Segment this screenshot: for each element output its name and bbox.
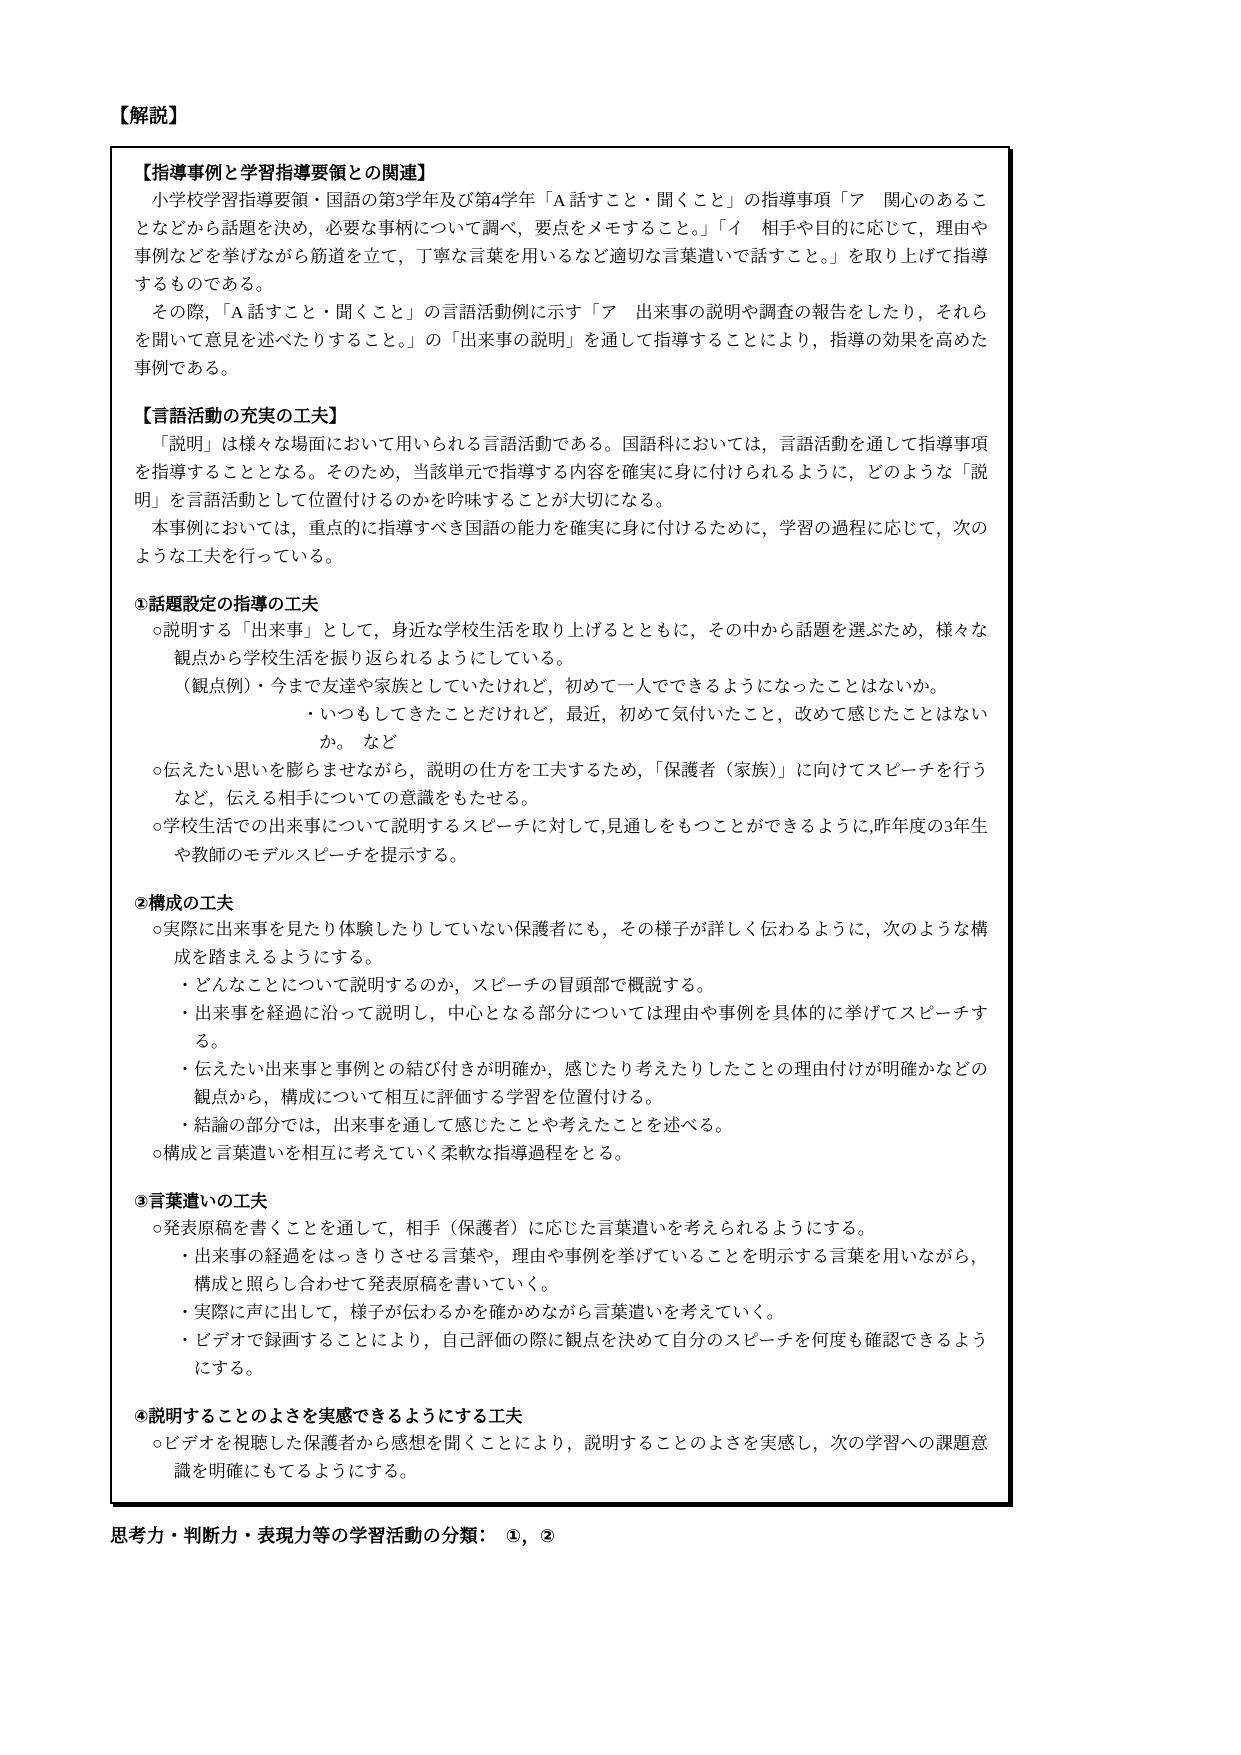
list-item: ○ビデオを視聴した保護者から感想を聞くことにより，説明することのよさを実感し，次の学習への課題意識を明確にもてるようにする。 <box>152 1433 988 1481</box>
paragraph-enrichment-1: 「説明」は様々な場面において用いられる言語活動である。国語科においては，言語活動を通して指導事項を指導することとなる。そのため，当該単元で指導する内容を確実に身に付けられるように，どのような「説明」を言語活動として位置付けるのかを吟味することが大切になる。 <box>134 434 988 510</box>
spacer <box>134 870 988 892</box>
spacer <box>134 383 988 405</box>
explanation-frame <box>110 146 1010 1504</box>
spacer <box>134 571 988 593</box>
list-item: ・ビデオで録画することにより，自己評価の際に観点を決めて自分のスピーチを何度も確認できるようにする。 <box>176 1331 988 1379</box>
spacer <box>134 1168 988 1190</box>
list-item: （観点例）・今まで友達や家族としていたけれど，初めて一人でできるようになったことはないか。 <box>173 677 948 697</box>
list-item: ○実際に出来事を見たり体験したりしていない保護者にも，その様子が詳しく伝わるように，次のような構成を踏まえるようにする。 <box>152 920 988 968</box>
footer-classification: 思考力・判断力・表現力等の学習活動の分類： ①，② <box>110 1525 556 1547</box>
list-item: ・出来事を経過に沿って説明し，中心となる部分については理由や事例を具体的に挙げてスピーチする。 <box>176 1004 988 1052</box>
list-item: ○学校生活での出来事について説明するスピーチに対して,見通しをもつことができるように,昨年度の3年生や教師のモデルスピーチを提示する。 <box>152 817 988 865</box>
paragraph-enrichment-2: 本事例においては，重点的に指導すべき国語の能力を確実に身に付けるために，学習の過程に応じて，次のような工夫を行っている。 <box>134 518 988 566</box>
list-item: ・どんなことについて説明するのか，スピーチの冒頭部で概説する。 <box>176 976 715 996</box>
section-heading-relation: 【指導事例と学習指導要領との関連】 <box>134 163 435 184</box>
list-item: ・結論の部分では，出来事を通して感じたことや考えたことを述べる。 <box>176 1116 733 1136</box>
paragraph-relation-1: 小学校学習指導要領・国語の第3学年及び第4学年「A 話すこと・聞くこと」の指導事項「ア 関心のあることなどから話題を決め，必要な事柄について調べ，要点をメモすること。」「イ 相手や目的に応じて，理由や事例などを挙げながら筋道を立て，丁寧な言葉を用いるなど適切な言葉遣いで話すこと。」を取り上げて指導するものである。 <box>134 191 988 295</box>
list-item: ・伝えたい出来事と事例との結び付きが明確か，感じたり考えたりしたことの理由付けが明確かなどの観点から，構成について相互に評価する学習を位置付ける。 <box>176 1060 988 1108</box>
spacer <box>134 1383 988 1405</box>
paragraph-relation-2: その際，「A 話すこと・聞くこと」の言語活動例に示す「ア 出来事の説明や調査の報告をしたり，それらを聞いて意見を述べたりすること。」の「出来事の説明」を通して指導することにより，指導の効果を高めた事例である。 <box>134 303 988 379</box>
section-heading-wording: ③言葉遣いの工夫 <box>134 1192 268 1213</box>
list-item: ○伝えたい思いを膨らませながら，説明の仕方を工夫するため，「保護者（家族）」に向けてスピーチを行うなど，伝える相手についての意識をもたせる。 <box>152 761 988 809</box>
section-heading-topic-setting: ①話題設定の指導の工夫 <box>134 594 319 615</box>
list-item: ・出来事の経過をはっきりさせる言葉や，理由や事例を挙げていることを明示する言葉を用いながら，構成と照らし合わせて発表原稿を書いていく。 <box>176 1246 988 1294</box>
document-top-label: 【解説】 <box>110 105 189 127</box>
list-item: ・実際に声に出して，様子が伝わるかを確かめながら言葉遣いを考えていく。 <box>176 1302 785 1322</box>
list-item: ○構成と言葉遣いを相互に考えていく柔軟な指導過程をとる。 <box>152 1144 632 1164</box>
list-item: ○説明する「出来事」として，身近な学校生活を取り上げるとともに，その中から話題を選ぶため，様々な観点から学校生活を振り返られるようにしている。 <box>152 621 988 669</box>
section-heading-value-awareness: ④説明することのよさを実感できるようにする工夫 <box>134 1407 523 1428</box>
section-heading-structure: ②構成の工夫 <box>134 893 234 914</box>
list-item: ・いつもしてきたことだけれど，最近，初めて気付いたこと，改めて感じたことはないか。 など <box>301 705 988 753</box>
list-item: ○発表原稿を書くことを通して，相手（保護者）に応じた言葉遣いを考えられるようにする。 <box>152 1218 875 1238</box>
section-heading-enrichment: 【言語活動の充実の工夫】 <box>134 407 347 428</box>
